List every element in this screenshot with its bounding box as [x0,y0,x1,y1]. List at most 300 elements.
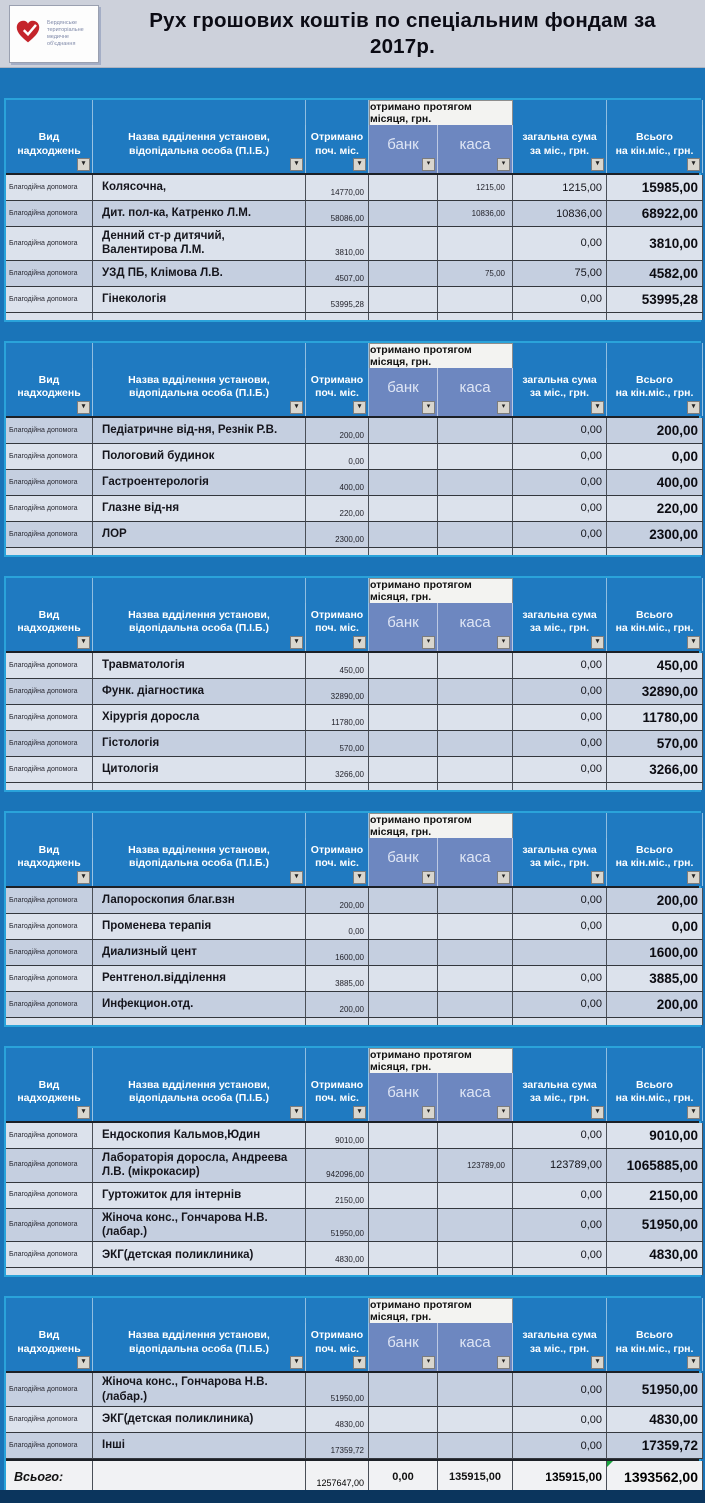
start-cell[interactable] [306,1018,369,1025]
filter-dropdown-button[interactable]: ▾ [290,636,303,649]
total-cell[interactable]: 51950,00 [607,1373,703,1407]
grand-total-row [6,1459,699,1494]
kasa-cell[interactable] [438,1433,513,1459]
bank-cell[interactable] [369,783,438,790]
kasa-cell[interactable] [438,1242,513,1268]
filter-dropdown-button[interactable]: ▾ [687,871,700,884]
month-sum-cell[interactable]: 0,00 [513,1407,607,1433]
bank-cell[interactable] [369,1373,438,1407]
kasa-cell[interactable] [438,227,513,261]
name-cell[interactable]: Цитологія [93,757,306,783]
bank-cell[interactable] [369,992,438,1018]
filter-dropdown-button[interactable]: ▾ [290,401,303,414]
kasa-cell[interactable] [438,1123,513,1149]
kasa-cell[interactable] [438,783,513,790]
type-cell[interactable]: Благодійна допомога [6,470,93,496]
month-sum-cell[interactable]: 0,00 [513,1209,607,1243]
name-cell[interactable]: Гістологія [93,731,306,757]
bank-cell[interactable] [369,940,438,966]
column-header-bank: банк ▾ [369,1073,438,1121]
bank-cell[interactable] [369,444,438,470]
filter-dropdown-button[interactable]: ▾ [687,158,700,171]
total-cell[interactable]: 570,00 [607,731,703,757]
type-cell[interactable]: Благодійна допомога [6,731,93,757]
name-cell[interactable] [93,1268,306,1275]
total-cell[interactable]: 32890,00 [607,679,703,705]
month-sum-cell[interactable]: 0,00 [513,731,607,757]
total-cell[interactable]: 2300,00 [607,522,703,548]
filter-dropdown-button[interactable]: ▾ [687,636,700,649]
bank-cell[interactable] [369,1018,438,1025]
table-row [6,227,699,261]
month-sum-cell[interactable]: 0,00 [513,966,607,992]
name-cell[interactable]: Променева терапія [93,914,306,940]
month-sum-cell[interactable]: 0,00 [513,888,607,914]
start-cell[interactable]: 570,00 [306,731,369,757]
filter-dropdown-button[interactable]: ▾ [591,158,604,171]
type-cell[interactable]: Благодійна допомога [6,888,93,914]
filter-dropdown-button[interactable]: ▾ [591,871,604,884]
total-cell[interactable]: 450,00 [607,653,703,679]
start-cell[interactable]: 53995,28 [306,287,369,313]
month-sum-cell[interactable]: 0,00 [513,1123,607,1149]
filter-dropdown-button[interactable]: ▾ [353,1356,366,1369]
total-cell[interactable]: 4582,00 [607,261,703,287]
start-cell[interactable]: 200,00 [306,992,369,1018]
name-cell[interactable]: ЭКГ(детская поликлиника) [93,1407,306,1433]
month-sum-cell[interactable]: 0,00 [513,757,607,783]
month-sum-cell[interactable]: 135915,00 [513,1461,607,1494]
filter-dropdown-button[interactable]: ▾ [422,1106,435,1119]
total-cell[interactable]: 3266,00 [607,757,703,783]
column-header-bank: банк ▾ [369,603,438,651]
fund-table [4,811,701,1027]
type-cell[interactable]: Благодійна допомога [6,261,93,287]
kasa-cell[interactable] [438,470,513,496]
start-cell[interactable]: 4507,00 [306,261,369,287]
month-sum-cell[interactable]: 1215,00 [513,175,607,201]
type-cell[interactable]: Благодійна допомога [6,914,93,940]
month-sum-cell[interactable]: 0,00 [513,470,607,496]
start-cell[interactable]: 51950,00 [306,1373,369,1407]
start-cell[interactable]: 3885,00 [306,966,369,992]
type-cell[interactable]: Благодійна допомога [6,992,93,1018]
bank-cell[interactable] [369,653,438,679]
month-sum-cell[interactable]: 0,00 [513,992,607,1018]
start-cell[interactable]: 32890,00 [306,679,369,705]
filter-dropdown-button[interactable]: ▾ [591,636,604,649]
name-cell[interactable]: Колясочна, [93,175,306,201]
filter-dropdown-button[interactable]: ▾ [77,871,90,884]
total-cell[interactable]: 1393562,00 [607,1461,703,1494]
kasa-cell[interactable] [438,1018,513,1025]
bank-cell[interactable] [369,679,438,705]
type-cell[interactable]: Благодійна допомога [6,227,93,261]
start-cell[interactable]: 0,00 [306,914,369,940]
column-header-type: Вид надходжень ▾ [6,1323,93,1371]
month-sum-cell[interactable]: 0,00 [513,418,607,444]
total-cell[interactable]: 3810,00 [607,227,703,261]
name-cell[interactable]: ЛОР [93,522,306,548]
bank-cell[interactable] [369,1149,438,1183]
type-cell[interactable]: Благодійна допомога [6,757,93,783]
month-sum-cell[interactable]: 0,00 [513,1183,607,1209]
total-cell[interactable]: 4830,00 [607,1407,703,1433]
month-sum-cell[interactable]: 75,00 [513,261,607,287]
kasa-cell[interactable] [438,444,513,470]
filter-dropdown-button[interactable]: ▾ [422,158,435,171]
type-cell[interactable]: Благодійна допомога [6,175,93,201]
kasa-cell[interactable]: 123789,00 [438,1149,513,1183]
column-header-name: Назва вдділення установи, відопідальна особа (П.І.Б.) ▾ [93,368,306,416]
start-cell[interactable]: 3810,00 [306,227,369,261]
filter-dropdown-button[interactable]: ▾ [290,1356,303,1369]
total-cell[interactable]: 3885,00 [607,966,703,992]
start-cell[interactable]: 51950,00 [306,1209,369,1243]
total-cell[interactable]: 51950,00 [607,1209,703,1243]
bank-cell[interactable] [369,731,438,757]
kasa-cell[interactable] [438,757,513,783]
kasa-cell[interactable] [438,914,513,940]
filter-dropdown-button[interactable]: ▾ [687,401,700,414]
filter-dropdown-button[interactable]: ▾ [422,1356,435,1369]
bank-cell[interactable] [369,227,438,261]
start-cell[interactable] [306,548,369,555]
kasa-cell[interactable] [438,731,513,757]
kasa-cell[interactable] [438,966,513,992]
name-cell[interactable]: Хірургія доросла [93,705,306,731]
type-cell[interactable] [6,1018,93,1025]
filter-dropdown-button[interactable]: ▾ [497,1106,510,1119]
table-row [6,992,699,1018]
start-cell[interactable]: 942096,00 [306,1149,369,1183]
type-cell[interactable]: Благодійна допомога [6,444,93,470]
filter-dropdown-button[interactable]: ▾ [77,1356,90,1369]
start-cell[interactable]: 400,00 [306,470,369,496]
type-cell[interactable]: Благодійна допомога [6,1183,93,1209]
filter-dropdown-button[interactable]: ▾ [77,401,90,414]
name-cell[interactable]: Жіноча конс., Гончарова Н.В.(лабар.) [93,1373,306,1407]
type-cell[interactable]: Благодійна допомога [6,1407,93,1433]
bank-cell[interactable] [369,914,438,940]
type-cell[interactable]: Благодійна допомога [6,287,93,313]
type-cell[interactable]: Благодійна допомога [6,653,93,679]
filter-dropdown-button[interactable]: ▾ [497,636,510,649]
total-cell[interactable]: 9010,00 [607,1123,703,1149]
month-sum-cell[interactable]: 0,00 [513,1433,607,1459]
bank-cell[interactable] [369,470,438,496]
name-cell[interactable]: Денний ст-р дитячий, Валентирова Л.М. [93,227,306,261]
banner-received-during-month: отримано протягом місяця, грн. [369,343,513,369]
filter-dropdown-button[interactable]: ▾ [290,1106,303,1119]
type-cell[interactable]: Благодійна допомога [6,1242,93,1268]
type-cell[interactable]: Благодійна допомога [6,1373,93,1407]
bank-cell[interactable] [369,1268,438,1275]
filter-dropdown-button[interactable]: ▾ [353,158,366,171]
bank-cell[interactable] [369,175,438,201]
kasa-cell[interactable]: 10836,00 [438,201,513,227]
table-row [6,679,699,705]
month-sum-cell[interactable] [513,548,607,555]
kasa-cell[interactable] [438,1407,513,1433]
filter-dropdown-button[interactable]: ▾ [497,871,510,884]
bank-cell[interactable] [369,201,438,227]
bank-cell[interactable] [369,522,438,548]
bank-cell[interactable] [369,1123,438,1149]
total-cell[interactable]: 220,00 [607,496,703,522]
filter-dropdown-button[interactable]: ▾ [353,401,366,414]
type-cell[interactable] [6,1268,93,1275]
filter-dropdown-button[interactable]: ▾ [591,1356,604,1369]
filter-dropdown-button[interactable]: ▾ [290,871,303,884]
kasa-cell[interactable] [438,418,513,444]
total-cell[interactable]: 68922,00 [607,201,703,227]
name-cell[interactable]: Инфекцион.отд. [93,992,306,1018]
month-sum-cell[interactable]: 0,00 [513,1373,607,1407]
name-cell[interactable]: Функ. діагностика [93,679,306,705]
start-cell[interactable]: 2150,00 [306,1183,369,1209]
type-cell[interactable]: Благодійна допомога [6,1123,93,1149]
month-sum-cell[interactable] [513,783,607,790]
kasa-cell[interactable]: 135915,00 [438,1461,513,1494]
name-cell[interactable]: Лабораторія доросла, Андреева Л.В. (мікрокасир) [93,1149,306,1183]
table-header-row [6,838,699,888]
type-cell[interactable] [6,548,93,555]
type-cell[interactable]: Благодійна допомога [6,1149,93,1183]
name-cell[interactable] [93,548,306,555]
table-row [6,653,699,679]
bank-cell[interactable] [369,1209,438,1243]
filter-dropdown-button[interactable]: ▾ [353,1106,366,1119]
name-cell[interactable]: Інші [93,1433,306,1459]
start-cell[interactable] [306,783,369,790]
bank-cell[interactable] [369,888,438,914]
filter-dropdown-button[interactable]: ▾ [353,871,366,884]
bank-cell[interactable] [369,1183,438,1209]
total-cell[interactable]: 200,00 [607,992,703,1018]
month-sum-cell[interactable] [513,1268,607,1275]
name-cell[interactable]: Жіноча конс., Гончарова Н.В.(лабар.) [93,1209,306,1243]
kasa-cell[interactable] [438,679,513,705]
total-cell[interactable]: 4830,00 [607,1242,703,1268]
total-cell[interactable]: 1065885,00 [607,1149,703,1183]
start-cell[interactable]: 200,00 [306,888,369,914]
type-cell[interactable]: Благодійна допомога [6,522,93,548]
kasa-cell[interactable] [438,522,513,548]
month-sum-cell[interactable]: 0,00 [513,653,607,679]
kasa-cell[interactable]: 1215,00 [438,175,513,201]
kasa-cell[interactable] [438,992,513,1018]
start-cell[interactable]: 450,00 [306,653,369,679]
total-cell[interactable]: 0,00 [607,914,703,940]
start-cell[interactable]: 17359,72 [306,1433,369,1459]
type-cell[interactable]: Благодійна допомога [6,940,93,966]
month-sum-cell[interactable]: 0,00 [513,1242,607,1268]
name-cell[interactable]: ЭКГ(детская поликлиника) [93,1242,306,1268]
total-cell[interactable] [607,548,703,555]
filter-dropdown-button[interactable]: ▾ [687,1106,700,1119]
total-cell[interactable]: 15985,00 [607,175,703,201]
month-sum-cell[interactable]: 0,00 [513,287,607,313]
total-cell[interactable]: 200,00 [607,888,703,914]
filter-dropdown-button[interactable]: ▾ [497,401,510,414]
kasa-cell[interactable] [438,496,513,522]
month-sum-cell[interactable]: 0,00 [513,705,607,731]
type-cell[interactable]: Благодійна допомога [6,679,93,705]
total-cell[interactable]: 1600,00 [607,940,703,966]
kasa-cell[interactable] [438,940,513,966]
bank-cell[interactable] [369,1242,438,1268]
kasa-cell[interactable] [438,313,513,320]
total-cell[interactable]: 2150,00 [607,1183,703,1209]
table-header-row [6,603,699,653]
start-cell[interactable]: 2300,00 [306,522,369,548]
name-cell[interactable] [93,313,306,320]
month-sum-cell[interactable] [513,313,607,320]
start-cell[interactable]: 11780,00 [306,705,369,731]
name-cell[interactable]: Дит. пол-ка, Катренко Л.М. [93,201,306,227]
kasa-cell[interactable] [438,705,513,731]
name-cell[interactable]: Пологовий будинок [93,444,306,470]
bank-cell[interactable] [369,418,438,444]
start-cell[interactable]: 4830,00 [306,1242,369,1268]
type-cell[interactable]: Благодійна допомога [6,705,93,731]
type-cell[interactable]: Благодійна допомога [6,201,93,227]
kasa-cell[interactable] [438,287,513,313]
table-row [6,287,699,313]
start-cell[interactable]: 200,00 [306,418,369,444]
filter-dropdown-button[interactable]: ▾ [353,636,366,649]
table-row [6,914,699,940]
type-cell[interactable]: Благодійна допомога [6,1433,93,1459]
name-cell[interactable]: Лапороскопия благ.взн [93,888,306,914]
title-bar [0,0,705,68]
kasa-cell[interactable] [438,1183,513,1209]
column-header-end-total: Всього на кін.міс., грн. ▾ [607,1073,703,1121]
start-cell[interactable]: 4830,00 [306,1407,369,1433]
type-cell[interactable] [6,783,93,790]
total-cell[interactable]: 53995,28 [607,287,703,313]
column-header-end-total: Всього на кін.міс., грн. ▾ [607,368,703,416]
kasa-cell[interactable] [438,1209,513,1243]
name-cell[interactable]: Ендоскопия Кальмов,Юдин [93,1123,306,1149]
filter-dropdown-button[interactable]: ▾ [422,636,435,649]
month-sum-cell[interactable]: 0,00 [513,522,607,548]
bank-cell[interactable] [369,705,438,731]
name-cell[interactable]: Гастроентерологія [93,470,306,496]
month-sum-cell[interactable]: 0,00 [513,914,607,940]
name-cell[interactable]: Травматологія [93,653,306,679]
start-cell[interactable]: 3266,00 [306,757,369,783]
bank-cell[interactable] [369,548,438,555]
type-cell[interactable]: Благодійна допомога [6,496,93,522]
bank-cell[interactable] [369,261,438,287]
name-cell[interactable]: УЗД ПБ, Клімова Л.В. [93,261,306,287]
start-cell[interactable]: 0,00 [306,444,369,470]
month-sum-cell[interactable]: 10836,00 [513,201,607,227]
filter-dropdown-button[interactable]: ▾ [422,871,435,884]
start-cell[interactable] [306,313,369,320]
kasa-cell[interactable] [438,1373,513,1407]
bank-cell[interactable] [369,966,438,992]
total-cell[interactable] [607,313,703,320]
bank-cell[interactable] [369,1433,438,1459]
name-cell[interactable]: Гуртожиток для інтернів [93,1183,306,1209]
bank-cell[interactable] [369,757,438,783]
name-cell[interactable] [93,783,306,790]
filter-dropdown-button[interactable]: ▾ [77,158,90,171]
filter-dropdown-button[interactable]: ▾ [687,1356,700,1369]
column-header-type: Вид надходжень ▾ [6,1073,93,1121]
kasa-cell[interactable] [438,1268,513,1275]
total-cell[interactable] [607,783,703,790]
filter-dropdown-button[interactable]: ▾ [591,401,604,414]
filter-dropdown-button[interactable]: ▾ [497,1356,510,1369]
bank-cell[interactable] [369,496,438,522]
total-cell[interactable] [607,1018,703,1025]
filter-dropdown-button[interactable]: ▾ [77,636,90,649]
start-cell[interactable]: 220,00 [306,496,369,522]
total-cell[interactable]: 11780,00 [607,705,703,731]
month-sum-cell[interactable] [513,940,607,966]
type-cell[interactable]: Благодійна допомога [6,966,93,992]
total-cell[interactable]: 17359,72 [607,1433,703,1459]
type-cell[interactable] [6,313,93,320]
bank-cell[interactable]: 0,00 [369,1461,438,1494]
filter-dropdown-button[interactable]: ▾ [497,158,510,171]
kasa-cell[interactable] [438,653,513,679]
month-sum-cell[interactable]: 0,00 [513,227,607,261]
bank-cell[interactable] [369,313,438,320]
bank-cell[interactable] [369,287,438,313]
bank-cell[interactable] [369,1407,438,1433]
month-sum-cell[interactable]: 0,00 [513,679,607,705]
name-cell[interactable]: Диализный цент [93,940,306,966]
table-row [6,731,699,757]
name-cell[interactable]: Педіатричне від-ня, Резнік Р.В. [93,418,306,444]
total-cell[interactable] [607,1268,703,1275]
name-cell[interactable]: Гінекологія [93,287,306,313]
kasa-cell[interactable]: 75,00 [438,261,513,287]
name-cell[interactable]: Глазне від-ня [93,496,306,522]
start-cell[interactable]: 14770,00 [306,175,369,201]
filter-dropdown-button[interactable]: ▾ [77,1106,90,1119]
total-cell[interactable]: 400,00 [607,470,703,496]
month-sum-cell[interactable]: 0,00 [513,444,607,470]
banner-received-during-month: отримано протягом місяця, грн. [369,578,513,604]
kasa-cell[interactable] [438,548,513,555]
name-cell[interactable]: Рентгенол.відділення [93,966,306,992]
start-cell[interactable]: 1600,00 [306,940,369,966]
filter-dropdown-button[interactable]: ▾ [591,1106,604,1119]
name-cell[interactable] [93,1018,306,1025]
grand-total-label[interactable]: Всього: [6,1461,93,1494]
filter-dropdown-button[interactable]: ▾ [422,401,435,414]
filter-dropdown-button[interactable]: ▾ [290,158,303,171]
month-sum-cell[interactable] [513,1018,607,1025]
month-sum-cell[interactable]: 0,00 [513,496,607,522]
month-sum-cell[interactable]: 123789,00 [513,1149,607,1183]
start-cell[interactable]: 9010,00 [306,1123,369,1149]
start-cell[interactable]: 1257647,00 [306,1461,369,1494]
total-cell[interactable]: 200,00 [607,418,703,444]
kasa-cell[interactable] [438,888,513,914]
start-cell[interactable] [306,1268,369,1275]
total-cell[interactable]: 0,00 [607,444,703,470]
type-cell[interactable]: Благодійна допомога [6,418,93,444]
start-cell[interactable]: 58086,00 [306,201,369,227]
type-cell[interactable]: Благодійна допомога [6,1209,93,1243]
